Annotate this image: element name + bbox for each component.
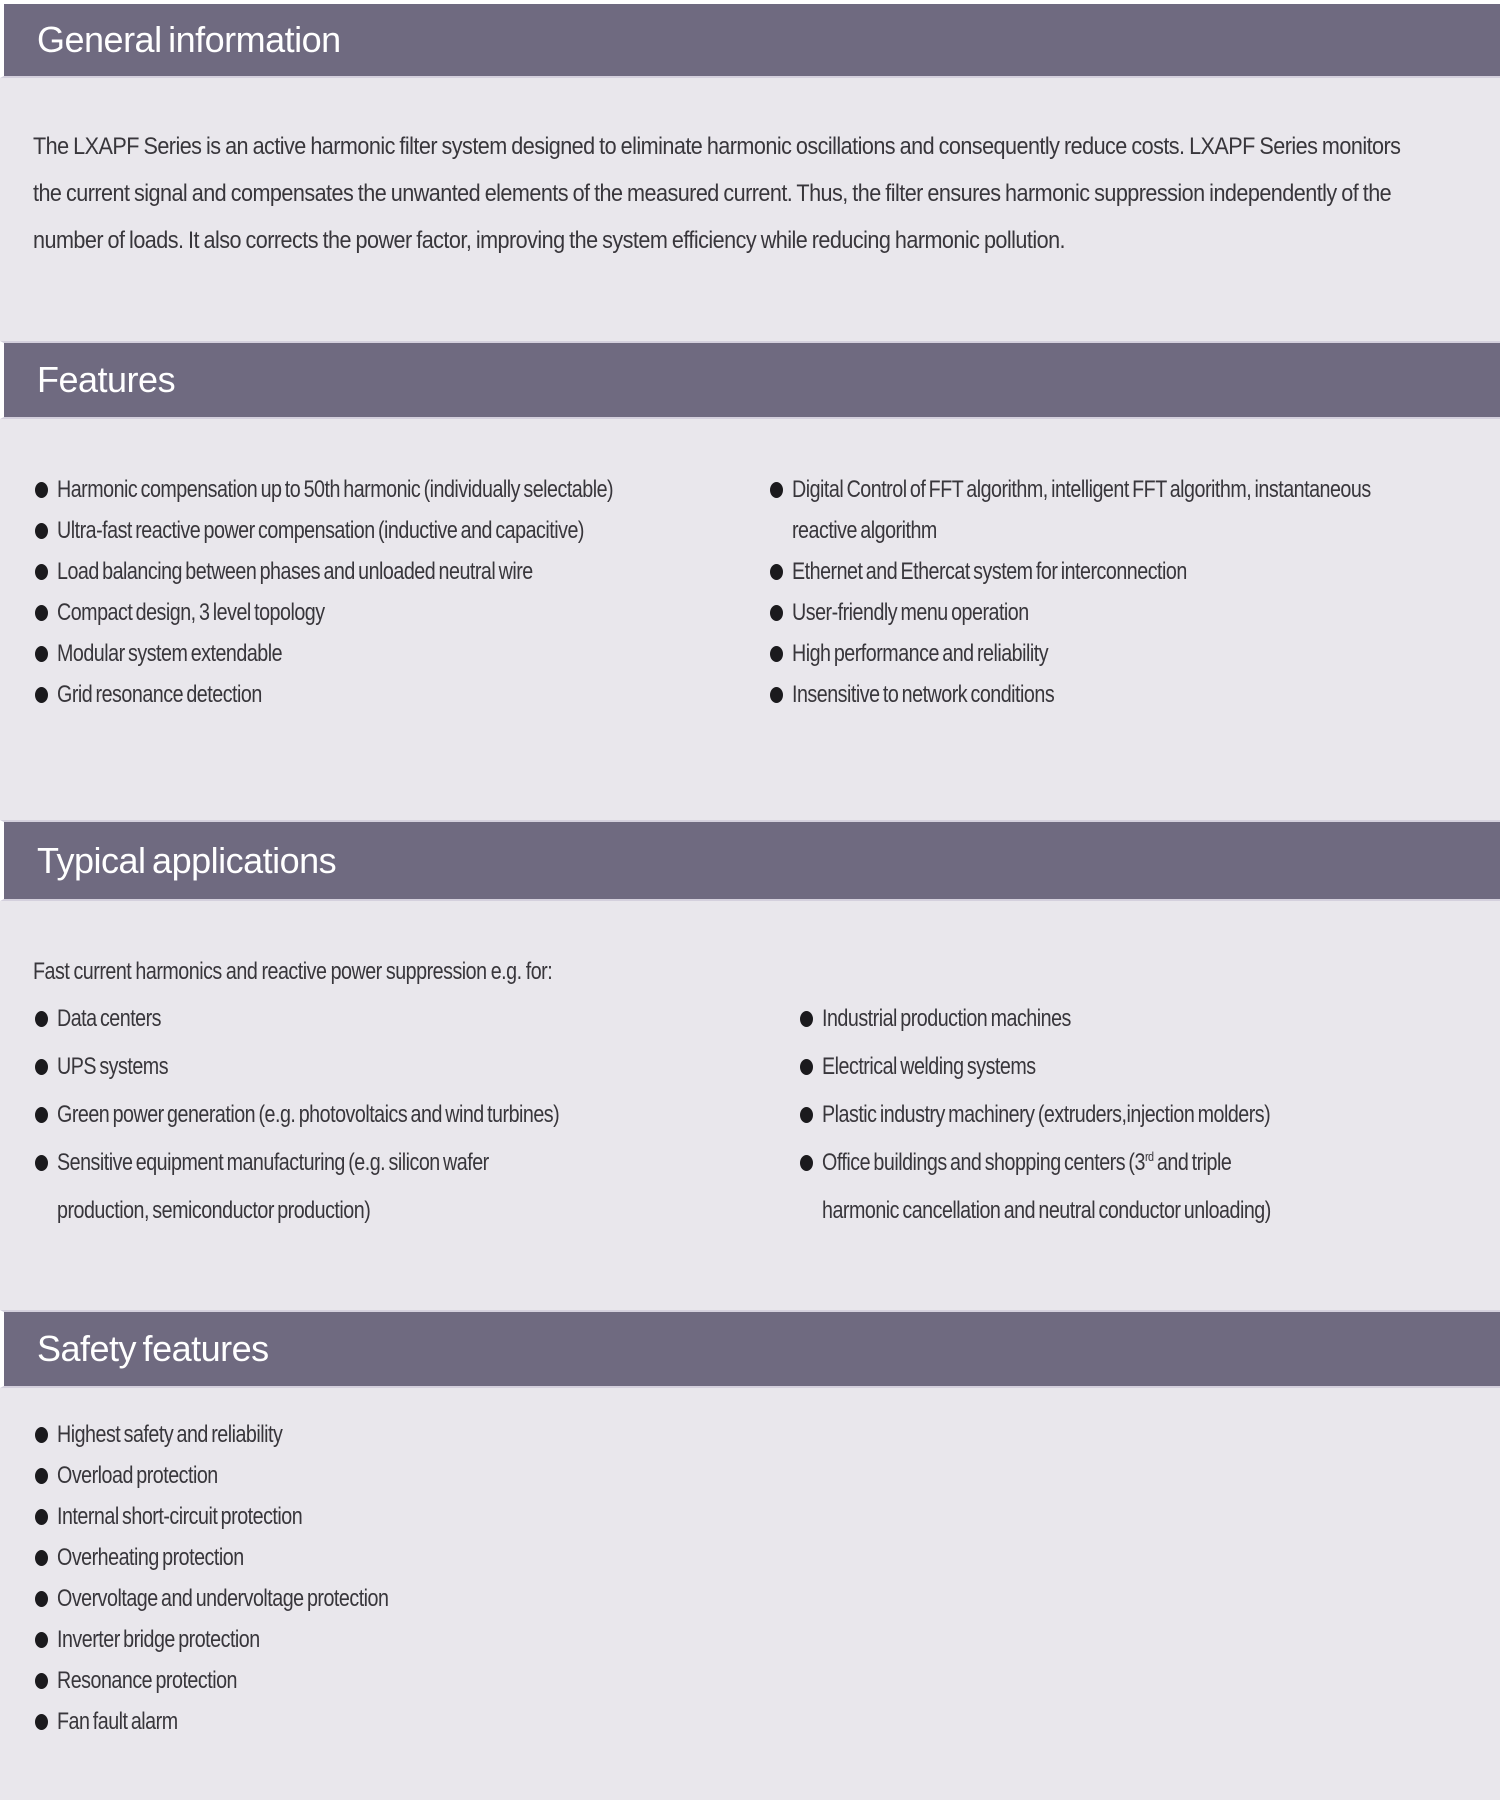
bullet-text: Office buildings and shopping centers (3rd and triple <box>822 1149 1232 1176</box>
list-item <box>735 551 1500 592</box>
bullet-line <box>765 1043 1500 1091</box>
paragraph-line-text: number of loads. It also corrects the power factor, improving the system efficiency while reducing harmonic pollution. <box>33 226 1066 254</box>
bullet-line <box>735 674 1500 715</box>
bullet-text: Compact design, 3 level topology <box>57 598 325 626</box>
bullet-text: harmonic cancellation and neutral conductor unloading) <box>822 1197 1271 1224</box>
bullet-icon <box>770 646 783 662</box>
list-item <box>735 633 1500 674</box>
list-item <box>0 1537 1100 1578</box>
bullet-line <box>765 1091 1500 1139</box>
bullet-text: Ethernet and Ethercat system for interconnection <box>792 557 1187 585</box>
list-item <box>0 1701 1100 1742</box>
list-item <box>0 551 740 592</box>
list-item <box>0 674 740 715</box>
list-item <box>0 1496 1100 1537</box>
bullet-icon <box>35 646 48 662</box>
list-item <box>765 995 1500 1043</box>
section-title-applications: Typical applications <box>37 839 337 881</box>
applications-list-right <box>765 995 1500 1235</box>
bullet-text: Sensitive equipment manufacturing (e.g. silicon wafer <box>57 1149 489 1176</box>
list-item <box>0 510 740 551</box>
bullet-icon <box>35 1155 48 1171</box>
applications-intro-text: Fast current harmonics and reactive power suppression e.g. for: <box>33 958 553 985</box>
list-item <box>765 1043 1500 1091</box>
bullet-text: Load balancing between phases and unloaded neutral wire <box>57 557 533 585</box>
bullet-line <box>0 1414 1100 1455</box>
list-item <box>0 1043 745 1091</box>
list-item <box>0 995 745 1043</box>
list-item <box>0 1139 745 1235</box>
bullet-continuation-line <box>765 1187 1500 1235</box>
section-header-safety <box>0 1310 1500 1388</box>
paragraph-line <box>33 217 1490 264</box>
features-list-left <box>0 469 740 715</box>
bullet-text: Overvoltage and undervoltage protection <box>57 1584 389 1612</box>
bullet-text: production, semiconductor production) <box>57 1197 371 1224</box>
list-item <box>735 674 1500 715</box>
bullet-line <box>0 510 740 551</box>
section-header-features <box>0 341 1500 419</box>
section-title-general: General information <box>37 19 341 60</box>
bullet-icon <box>770 605 783 621</box>
list-item <box>765 1139 1500 1235</box>
bullet-icon <box>770 687 783 703</box>
bullet-text: High performance and reliability <box>792 639 1049 667</box>
applications-intro <box>33 957 666 987</box>
bullet-text: Resonance protection <box>57 1666 237 1694</box>
bullet-icon <box>35 523 48 539</box>
bullet-icon <box>35 1632 48 1648</box>
bullet-icon <box>35 1550 48 1566</box>
bullet-text: Overload protection <box>57 1461 218 1489</box>
bullet-line <box>0 469 740 510</box>
section-header-general <box>0 4 1500 78</box>
list-item <box>0 1578 1100 1619</box>
bullet-text: Data centers <box>57 1005 162 1032</box>
bullet-icon <box>35 482 48 498</box>
bullet-text: Digital Control of FFT algorithm, intelligent FFT algorithm, instantaneous <box>792 475 1371 503</box>
bullet-line <box>0 1701 1100 1742</box>
bullet-line <box>0 674 740 715</box>
list-item <box>0 1414 1100 1455</box>
features-list-right <box>735 469 1500 715</box>
bullet-icon <box>35 1107 48 1123</box>
paragraph-line-text: the current signal and compensates the unwanted elements of the measured current. Thus, the filter ensures harmonic suppression independently of the <box>33 179 1392 207</box>
paragraph-line <box>33 123 1490 170</box>
bullet-text: Green power generation (e.g. photovoltaics and wind turbines) <box>57 1101 560 1128</box>
bullet-text: Plastic industry machinery (extruders,injection molders) <box>822 1101 1271 1128</box>
bullet-text: Fan fault alarm <box>57 1707 178 1735</box>
bullet-line <box>0 551 740 592</box>
bullet-line <box>0 1537 1100 1578</box>
bullet-icon <box>35 1427 48 1443</box>
bullet-icon <box>35 687 48 703</box>
list-item <box>0 633 740 674</box>
bullet-icon <box>35 1011 48 1027</box>
bullet-line <box>0 1139 745 1187</box>
general-paragraph <box>33 123 1490 264</box>
bullet-line <box>0 633 740 674</box>
bullet-icon <box>770 564 783 580</box>
bullet-icon <box>35 1714 48 1730</box>
list-item <box>0 1660 1100 1701</box>
bullet-icon <box>800 1107 813 1123</box>
bullet-continuation-line <box>735 510 1500 551</box>
bullet-text: Highest safety and reliability <box>57 1420 283 1448</box>
bullet-line <box>735 633 1500 674</box>
bullet-line <box>0 1496 1100 1537</box>
bullet-line <box>735 469 1500 510</box>
bullet-icon <box>800 1059 813 1075</box>
bullet-text: Harmonic compensation up to 50th harmonic (individually selectable) <box>57 475 614 503</box>
bullet-line <box>735 551 1500 592</box>
list-item <box>765 1091 1500 1139</box>
safety-list <box>0 1414 1100 1742</box>
bullet-line <box>0 592 740 633</box>
list-item <box>0 1091 745 1139</box>
bullet-icon <box>35 1673 48 1689</box>
bullet-icon <box>800 1011 813 1027</box>
bullet-text: Modular system extendable <box>57 639 283 667</box>
bullet-text: Grid resonance detection <box>57 680 262 708</box>
bullet-line <box>765 995 1500 1043</box>
bullet-line <box>0 1578 1100 1619</box>
bullet-icon <box>35 1468 48 1484</box>
bullet-text: UPS systems <box>57 1053 169 1080</box>
bullet-text: reactive algorithm <box>792 516 937 544</box>
section-title-safety: Safety features <box>37 1328 269 1369</box>
bullet-icon <box>35 1059 48 1075</box>
paragraph-line <box>33 170 1490 217</box>
applications-list-left <box>0 995 745 1235</box>
bullet-icon <box>35 564 48 580</box>
bullet-line <box>0 1043 745 1091</box>
bullet-text: Industrial production machines <box>822 1005 1071 1032</box>
list-item <box>735 592 1500 633</box>
bullet-text: Ultra-fast reactive power compensation (inductive and capacitive) <box>57 516 584 544</box>
section-header-applications <box>0 820 1500 901</box>
bullet-text: Electrical welding systems <box>822 1053 1036 1080</box>
bullet-line <box>0 995 745 1043</box>
bullet-continuation-line <box>0 1187 745 1235</box>
bullet-icon <box>770 482 783 498</box>
bullet-line <box>735 592 1500 633</box>
section-title-features: Features <box>37 359 176 400</box>
list-item <box>735 469 1500 551</box>
bullet-text: Internal short-circuit protection <box>57 1502 303 1530</box>
bullet-text: Inverter bridge protection <box>57 1625 260 1653</box>
list-item <box>0 592 740 633</box>
bullet-line <box>765 1139 1500 1187</box>
bullet-icon <box>35 1591 48 1607</box>
bullet-text: Insensitive to network conditions <box>792 680 1055 708</box>
bullet-icon <box>800 1155 813 1171</box>
bullet-icon <box>35 605 48 621</box>
bullet-text: User-friendly menu operation <box>792 598 1029 626</box>
paragraph-line-text: The LXAPF Series is an active harmonic filter system designed to eliminate harmonic oscillations and consequently reduce costs. LXAPF Series monitors <box>33 132 1401 160</box>
bullet-line <box>0 1091 745 1139</box>
bullet-icon <box>35 1509 48 1525</box>
list-item <box>0 1619 1100 1660</box>
bullet-line <box>0 1455 1100 1496</box>
list-item <box>0 469 740 510</box>
bullet-line <box>0 1660 1100 1701</box>
bullet-text: Overheating protection <box>57 1543 244 1571</box>
list-item <box>0 1455 1100 1496</box>
bullet-line <box>0 1619 1100 1660</box>
